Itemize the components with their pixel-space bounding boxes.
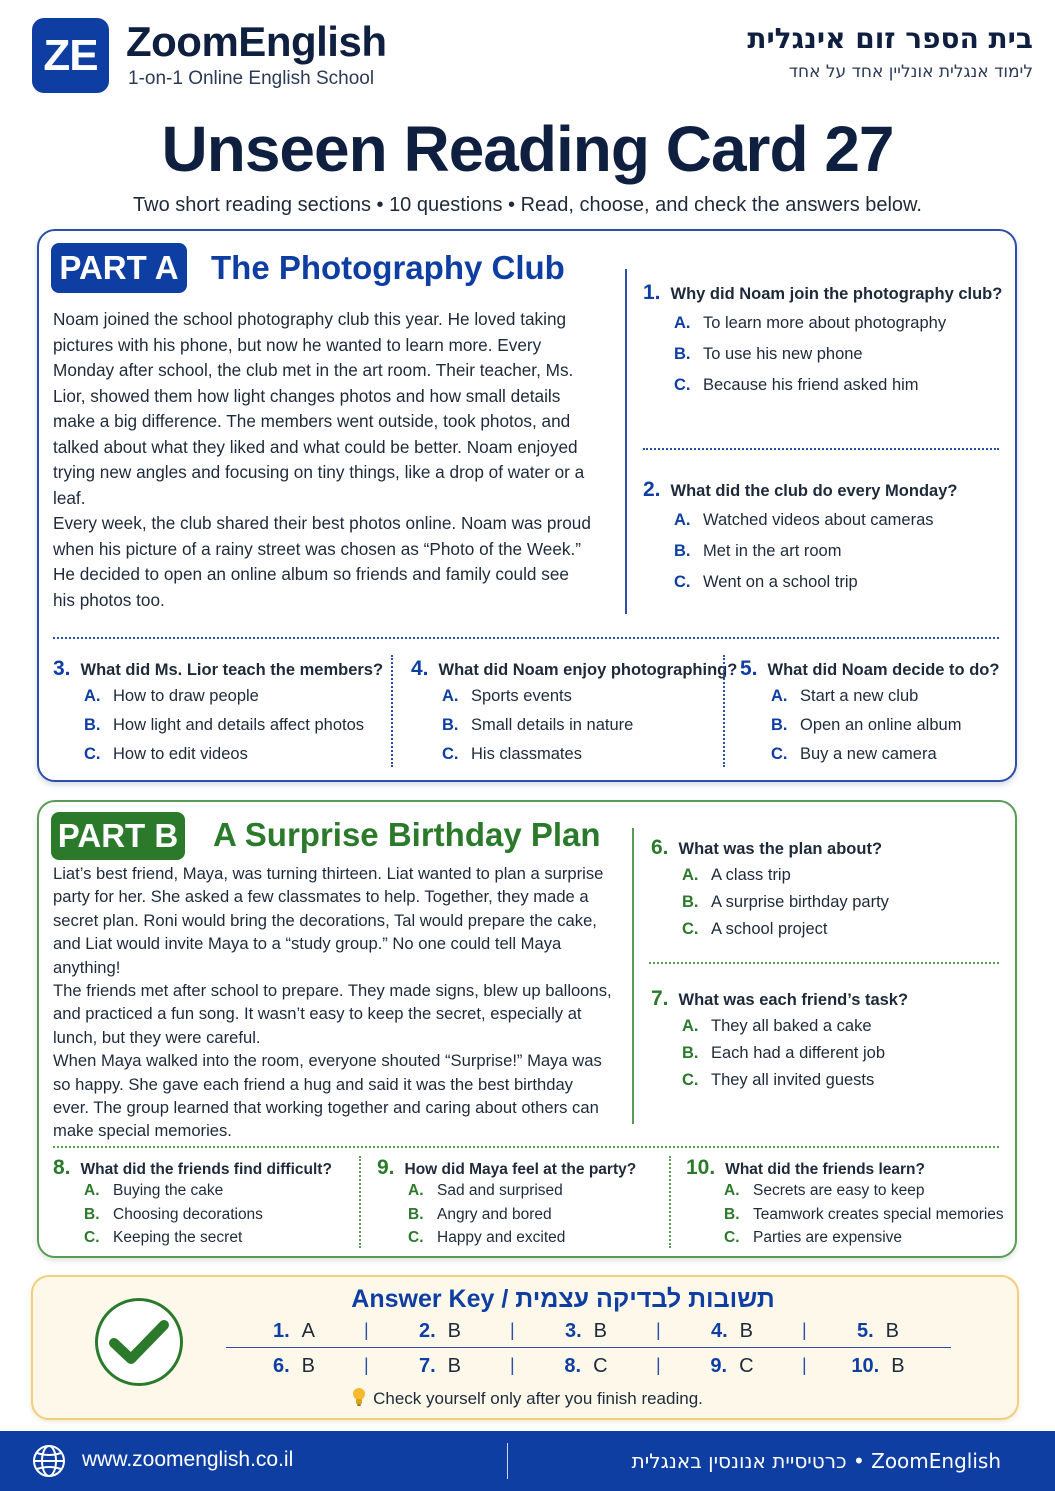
part-b-badge: PART B <box>51 812 185 860</box>
question-text: What was the plan about? <box>678 840 883 858</box>
question-divider <box>723 655 725 767</box>
answer-key-item: | 2. B <box>367 1320 513 1343</box>
checkmark-icon <box>95 1298 183 1386</box>
question-text: What did the friends learn? <box>725 1161 925 1178</box>
answer-option[interactable]: C. His classmates <box>442 745 582 763</box>
question-4 <box>411 657 737 774</box>
page-title: Unseen Reading Card 27 <box>161 113 894 185</box>
answer-key-item: | 10. B <box>805 1355 951 1378</box>
question-number: 3. <box>53 657 71 680</box>
answer-option[interactable]: A. Secrets are easy to keep <box>724 1182 925 1199</box>
answer-option[interactable]: A. Start a new club <box>771 687 919 705</box>
passage-paragraph: Noam joined the school photography club this year. He loved taking pictures with his phone, but now he wanted to learn more. Every Monday after school, the club met in the art room. Their teacher, Ms. Lior, showed them how light changes photos and how small details make a big difference. The members went outside, took photos, and talked about what they liked and what could be better. Noam enjoyed trying new angles and focusing on tiny things, like a drop of water or a leaf. <box>53 309 585 508</box>
question-2 <box>643 478 957 604</box>
question-text: What did Noam enjoy photographing? <box>438 661 738 679</box>
answer-option[interactable]: A. Buying the cake <box>84 1182 224 1199</box>
answer-option[interactable]: A. How to draw people <box>84 687 259 705</box>
answer-key-item: 6. B <box>272 1355 316 1377</box>
question-text: Why did Noam join the photography club? <box>670 285 1003 303</box>
answer-option[interactable]: B. A surprise birthday party <box>682 893 889 911</box>
answer-key-item: | 4. B <box>659 1320 805 1343</box>
question-divider <box>649 962 999 964</box>
question-3 <box>53 657 383 774</box>
answer-option[interactable]: B. Met in the art room <box>674 542 842 560</box>
column-divider <box>632 828 634 1124</box>
passage-paragraph: The friends met after school to prepare. They made signs, blew up balloons, and practiced a fun song. It wasn’t easy to keep the secret, especially at lunch, but they were careful. <box>53 981 612 1047</box>
answer-option[interactable]: B. How light and details affect photos <box>84 716 365 734</box>
answer-key-box <box>31 1275 1019 1420</box>
column-divider <box>625 269 627 614</box>
question-6 <box>651 836 889 947</box>
hebrew-school-title: בית הספר זום אינגלית <box>747 22 1033 55</box>
part-a-title: The Photography Club <box>211 249 565 286</box>
website-link[interactable]: www.zoomenglish.co.il <box>82 1448 294 1471</box>
answer-option[interactable]: C. Happy and excited <box>408 1229 566 1246</box>
part-b-card <box>37 800 1017 1258</box>
answer-option[interactable]: A. A class trip <box>682 866 791 884</box>
answer-option[interactable]: A. To learn more about photography <box>674 314 947 332</box>
logo: ZE <box>32 18 109 93</box>
question-text: What did Ms. Lior teach the members? <box>80 661 384 679</box>
answer-key-item: | 7. B <box>367 1355 513 1378</box>
question-divider <box>391 655 393 767</box>
answer-key-row <box>221 1355 951 1378</box>
answer-option[interactable]: C. Because his friend asked him <box>674 376 919 394</box>
hebrew-school-subtitle: לימוד אנגלית אונליין אחד על אחד <box>788 62 1033 82</box>
answer-option[interactable]: C. They all invited guests <box>682 1071 875 1089</box>
answer-option[interactable]: B. To use his new phone <box>674 345 863 363</box>
answer-key-item: | 8. C <box>513 1355 659 1378</box>
answer-key-item: | 5. B <box>805 1320 951 1343</box>
question-10 <box>686 1156 1004 1253</box>
answer-option[interactable]: A. Watched videos about cameras <box>674 511 934 529</box>
question-number: 1. <box>643 281 661 304</box>
answer-key-item: 1. A <box>272 1320 316 1342</box>
question-text: What did the club do every Monday? <box>670 482 958 500</box>
question-text: What was each friend’s task? <box>678 991 909 1009</box>
part-a-badge: PART A <box>51 243 187 293</box>
answer-option[interactable]: A. They all baked a cake <box>682 1017 872 1035</box>
question-9 <box>377 1156 636 1253</box>
answer-key-note-text: Check yourself only after you finish reading. <box>373 1389 703 1408</box>
footer-brand-text: כרטיסיית אנונסין באנגלית • ZoomEnglish <box>631 1449 1001 1473</box>
page-subtitle: Two short reading sections • 10 questions • Read, choose, and check the answers below. <box>133 194 922 216</box>
question-number: 5. <box>740 657 758 680</box>
question-number: 2. <box>643 478 661 501</box>
answer-key-item: | 9. C <box>659 1355 805 1378</box>
passage-paragraph: Liat’s best friend, Maya, was turning thirteen. Liat wanted to plan a surprise party for her. She asked a few classmates to help. Together, they made a secret plan. Roni would bring the decorations, Tal would prepare the cake, and Liat would invite Maya to a “study group.” No one could tell Maya anything! <box>53 864 604 977</box>
question-number: 10. <box>686 1156 716 1179</box>
brand-tagline: 1-on-1 Online English School <box>128 68 375 89</box>
question-5 <box>740 657 999 774</box>
answer-option[interactable]: C. Buy a new camera <box>771 745 937 763</box>
question-number: 8. <box>53 1156 71 1179</box>
question-number: 6. <box>651 836 669 859</box>
section-divider <box>53 1146 999 1148</box>
brand-name: ZoomEnglish <box>126 18 387 65</box>
answer-option[interactable]: B. Small details in nature <box>442 716 634 734</box>
section-divider <box>53 637 999 639</box>
globe-icon <box>32 1444 66 1483</box>
part-a-card <box>37 229 1017 782</box>
passage-paragraph: Every week, the club shared their best photos online. Noam was proud when his picture of a rainy street was chosen as “Photo of the Week.” He decided to open an online album so friends and family could see his photos too. <box>53 513 591 610</box>
answer-key-note <box>33 1387 1021 1412</box>
header <box>0 0 1055 110</box>
question-number: 9. <box>377 1156 395 1179</box>
lightbulb-icon <box>351 1387 367 1412</box>
part-b-passage <box>53 862 613 1143</box>
question-text: What did Noam decide to do? <box>767 661 1000 679</box>
question-divider <box>669 1156 671 1248</box>
footer <box>0 1431 1055 1491</box>
answer-option[interactable]: B. Teamwork creates special memories <box>724 1205 1004 1223</box>
answer-option[interactable]: C. Parties are expensive <box>724 1229 903 1246</box>
answer-option[interactable]: C. How to edit videos <box>84 745 248 763</box>
answer-key-row <box>221 1320 951 1343</box>
question-number: 4. <box>411 657 429 680</box>
answer-key-item: | 3. B <box>513 1320 659 1343</box>
question-1 <box>643 281 1002 407</box>
answer-option[interactable]: B. Each had a different job <box>682 1044 885 1062</box>
answer-option[interactable]: A. Sports events <box>442 687 572 705</box>
answer-option[interactable]: B. Choosing decorations <box>84 1205 263 1223</box>
question-divider <box>643 448 999 450</box>
answer-key-title: Answer Key / תשובות לבדיקה עצמית <box>351 1285 775 1313</box>
question-number: 7. <box>651 987 669 1010</box>
part-a-passage <box>53 307 593 613</box>
question-7 <box>651 987 908 1098</box>
answer-option[interactable]: B. Angry and bored <box>408 1205 552 1223</box>
question-text: How did Maya feel at the party? <box>404 1161 637 1178</box>
footer-divider <box>507 1443 508 1479</box>
answer-option[interactable]: A. Sad and surprised <box>408 1182 563 1199</box>
passage-paragraph: When Maya walked into the room, everyone shouted “Surprise!” Maya was so happy. She gave each friend a hug and said it was the best birthday ever. The group learned that working together and caring about others can make special memories. <box>53 1051 602 1141</box>
question-text: What did the friends find difficult? <box>80 1161 332 1178</box>
question-8 <box>53 1156 332 1253</box>
answer-option[interactable]: C. Keeping the secret <box>84 1229 243 1246</box>
question-divider <box>359 1156 361 1248</box>
answer-key-separator <box>226 1347 951 1348</box>
part-b-title: A Surprise Birthday Plan <box>213 816 601 853</box>
answer-option[interactable]: C. A school project <box>682 920 828 938</box>
answer-option[interactable]: C. Went on a school trip <box>674 573 858 591</box>
answer-option[interactable]: B. Open an online album <box>771 716 962 734</box>
